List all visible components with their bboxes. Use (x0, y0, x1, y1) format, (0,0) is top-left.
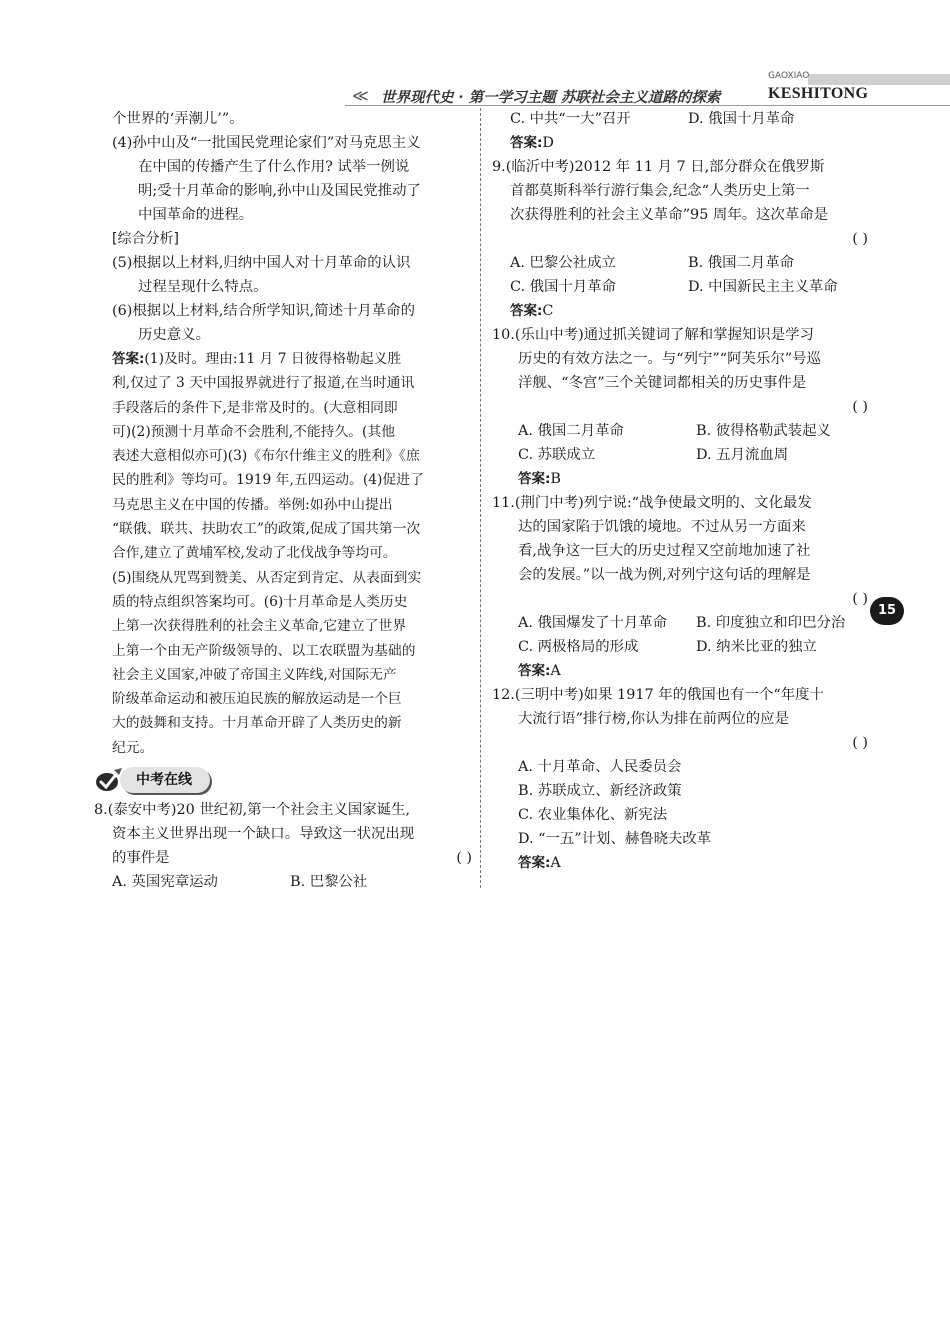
question-6 (112, 299, 472, 347)
brand-name: KESHITONG (768, 85, 869, 102)
answer-label: 答案: (518, 855, 551, 871)
text-line: 个世界的‘弄潮儿’”。 (112, 111, 244, 127)
question-10 (492, 323, 868, 491)
page-header (0, 0, 950, 110)
column-divider (480, 108, 481, 888)
answer-line: 社会主义国家,冲破了帝国主义阵线,对国际无产 (112, 666, 397, 683)
text-line: 过程呈现什么特点。 (138, 279, 268, 295)
option-d: D. 中国新民主主义革命 (688, 279, 838, 295)
answer-line: “联俄、联共、扶助农工”的政策,促成了国共第一次 (112, 521, 421, 538)
text-line: 8.(泰安中考)20 世纪初,第一个社会主义国家诞生, (94, 802, 411, 819)
header-chevron-icon: ≪ (352, 86, 366, 105)
text-line: 资本主义世界出现一个缺口。导致这一状况出现 (112, 826, 415, 843)
option-c: C. 农业集体化、新宪法 (518, 807, 668, 823)
text-line: 在中国的传播产生了什么作用? 试举一例说 (138, 159, 410, 175)
question-5 (112, 251, 472, 299)
option-d: D. 纳米比亚的独立 (696, 639, 817, 655)
answer-label: 答案: (112, 351, 145, 367)
option-d: D. 五月流血周 (696, 447, 789, 463)
text-line: 次获得胜利的社会主义革命”95 周年。这次革命是 (510, 207, 829, 223)
text-line: 达的国家陷于饥饿的境地。不过从另一方面来 (518, 519, 806, 535)
question-9 (492, 155, 868, 323)
question-8 (94, 798, 472, 894)
answer-line: 阶级革命运动和被压迫民族的解放运动是一个巨 (112, 691, 402, 708)
question-12 (492, 683, 868, 875)
question-11 (492, 491, 868, 683)
section-banner (94, 764, 472, 796)
option-c: C. 俄国十月革命 (510, 279, 616, 295)
answer-line: 表述大意相似亦可)(3)《布尔什维主义的胜利》《庶 (112, 448, 420, 465)
text-line: 9.(临沂中考)2012 年 11 月 7 日,部分群众在俄罗斯 (492, 159, 825, 175)
question-4 (112, 131, 472, 227)
text-line: 明;受十月革命的影响,孙中山及国民党推动了 (138, 183, 421, 199)
option-a: A. 俄国爆发了十月革命 (518, 615, 668, 631)
right-column (492, 107, 868, 875)
header-title: 世界现代史 · 第一学习主题 苏联社会主义道路的探索 (381, 89, 721, 106)
answer-blank: ( ) (852, 735, 868, 751)
answer-blank: ( ) (852, 399, 868, 415)
left-column (94, 107, 472, 894)
text-line: 会的发展。”以一战为例,对列宁这句话的理解是 (518, 567, 811, 583)
answer-value: A (550, 855, 561, 871)
answer-value: C (542, 303, 554, 319)
section-banner-label: 中考在线 (120, 767, 210, 793)
answer-line: 质的特点组织答案均可。(6)十月革命是人类历史 (112, 593, 408, 610)
answer-blank: ( ) (852, 591, 868, 607)
text-line: 10.(乐山中考)通过抓关键词了解和掌握知识是学习 (492, 327, 814, 343)
option-a: A. 巴黎公社成立 (510, 255, 616, 271)
text-line: 洋舰、“冬宫”三个关键词都相关的历史事件是 (518, 375, 807, 391)
brand-small: GAOXIAO (768, 71, 810, 81)
option-b: B. 俄国二月革命 (688, 255, 795, 271)
text-line: (6)根据以上材料,结合所学知识,简述十月革命的 (112, 303, 415, 319)
answer-line: 合作,建立了黄埔军校,发动了北伐战争等均可。 (112, 545, 397, 562)
option-a: A. 俄国二月革命 (518, 423, 624, 439)
answer-value: B (550, 471, 561, 487)
section-heading: [综合分析] (112, 231, 179, 247)
text-line: 看,战争这一巨大的历史过程又空前地加速了社 (518, 543, 811, 559)
text-line: 11.(荆门中考)列宁说:“战争使最文明的、文化最发 (492, 495, 812, 511)
option-b: B. 巴黎公社 (290, 874, 368, 891)
text-line: 大流行语”排行榜,你认为排在前两位的应是 (518, 711, 789, 727)
option-b: B. 苏联成立、新经济政策 (518, 783, 682, 799)
answer-block (112, 347, 472, 760)
answer-value: D (542, 135, 554, 151)
header-gray-bar (808, 74, 950, 85)
answer-line: 纪元。 (112, 739, 154, 756)
option-b: B. 彼得格勒武装起义 (696, 423, 831, 439)
answer-line: 上第一次获得胜利的社会主义革命,它建立了世界 (112, 618, 407, 635)
answer-line: 上第一个由无产阶级领导的、以工农联盟为基础的 (112, 642, 416, 659)
option-c: C. 中共“一大”召开 (510, 111, 631, 127)
answer-line: 可)(2)预测十月革命不会胜利,不能持久。(其他 (112, 423, 396, 440)
answer-blank: ( ) (852, 231, 868, 247)
option-d: D. “一五”计划、赫鲁晓夫改革 (518, 831, 712, 847)
option-a: A. 十月革命、人民委员会 (518, 759, 682, 775)
answer-label: 答案: (518, 471, 551, 487)
option-b: B. 印度独立和印巴分治 (696, 615, 846, 631)
option-c: C. 苏联成立 (518, 447, 596, 463)
option-d: D. 俄国十月革命 (688, 111, 795, 127)
text-line: 中国革命的进程。 (138, 207, 254, 223)
answer-line: 马克思主义在中国的传播。举例:如孙中山提出 (112, 496, 393, 513)
answer-line: 民的胜利》等均可。1919 年,五四运动。(4)促进了 (112, 472, 424, 489)
answer-label: 答案: (510, 135, 543, 151)
text-line: 的事件是 (112, 850, 170, 867)
text-line: 历史意义。 (138, 327, 210, 343)
option-c: C. 两极格局的形成 (518, 639, 639, 655)
text-line: (5)根据以上材料,归纳中国人对十月革命的认识 (112, 255, 411, 271)
text-line: 历史的有效方法之一。与“列宁”“阿芙乐尔”号巡 (518, 351, 821, 367)
answer-blank: ( ) (456, 850, 472, 867)
answer-label: 答案: (518, 663, 551, 679)
text-line: (4)孙中山及“一批国民党理论家们”对马克思主义 (112, 135, 421, 151)
text-line: 首都莫斯科举行游行集会,纪念“人类历史上第一 (510, 183, 810, 199)
answer-line: 利,仅过了 3 天中国报界就进行了报道,在当时通讯 (112, 375, 415, 392)
page-number: 15 (870, 597, 904, 625)
text-line: 12.(三明中考)如果 1917 年的俄国也有一个“年度十 (492, 687, 824, 703)
answer-line: (5)围绕从咒骂到赞美、从否定到肯定、从表面到实 (112, 569, 422, 586)
answer-line: 手段落后的条件下,是非常及时的。(大意相同即 (112, 399, 398, 416)
answer-line: 大的鼓舞和支持。十月革命开辟了人类历史的新 (112, 715, 402, 732)
answer-line: (1)及时。理由:11 月 7 日彼得格勒起义胜 (144, 351, 402, 367)
option-a: A. 英国宪章运动 (112, 874, 218, 891)
answer-label: 答案: (510, 303, 543, 319)
answer-value: A (550, 663, 561, 679)
